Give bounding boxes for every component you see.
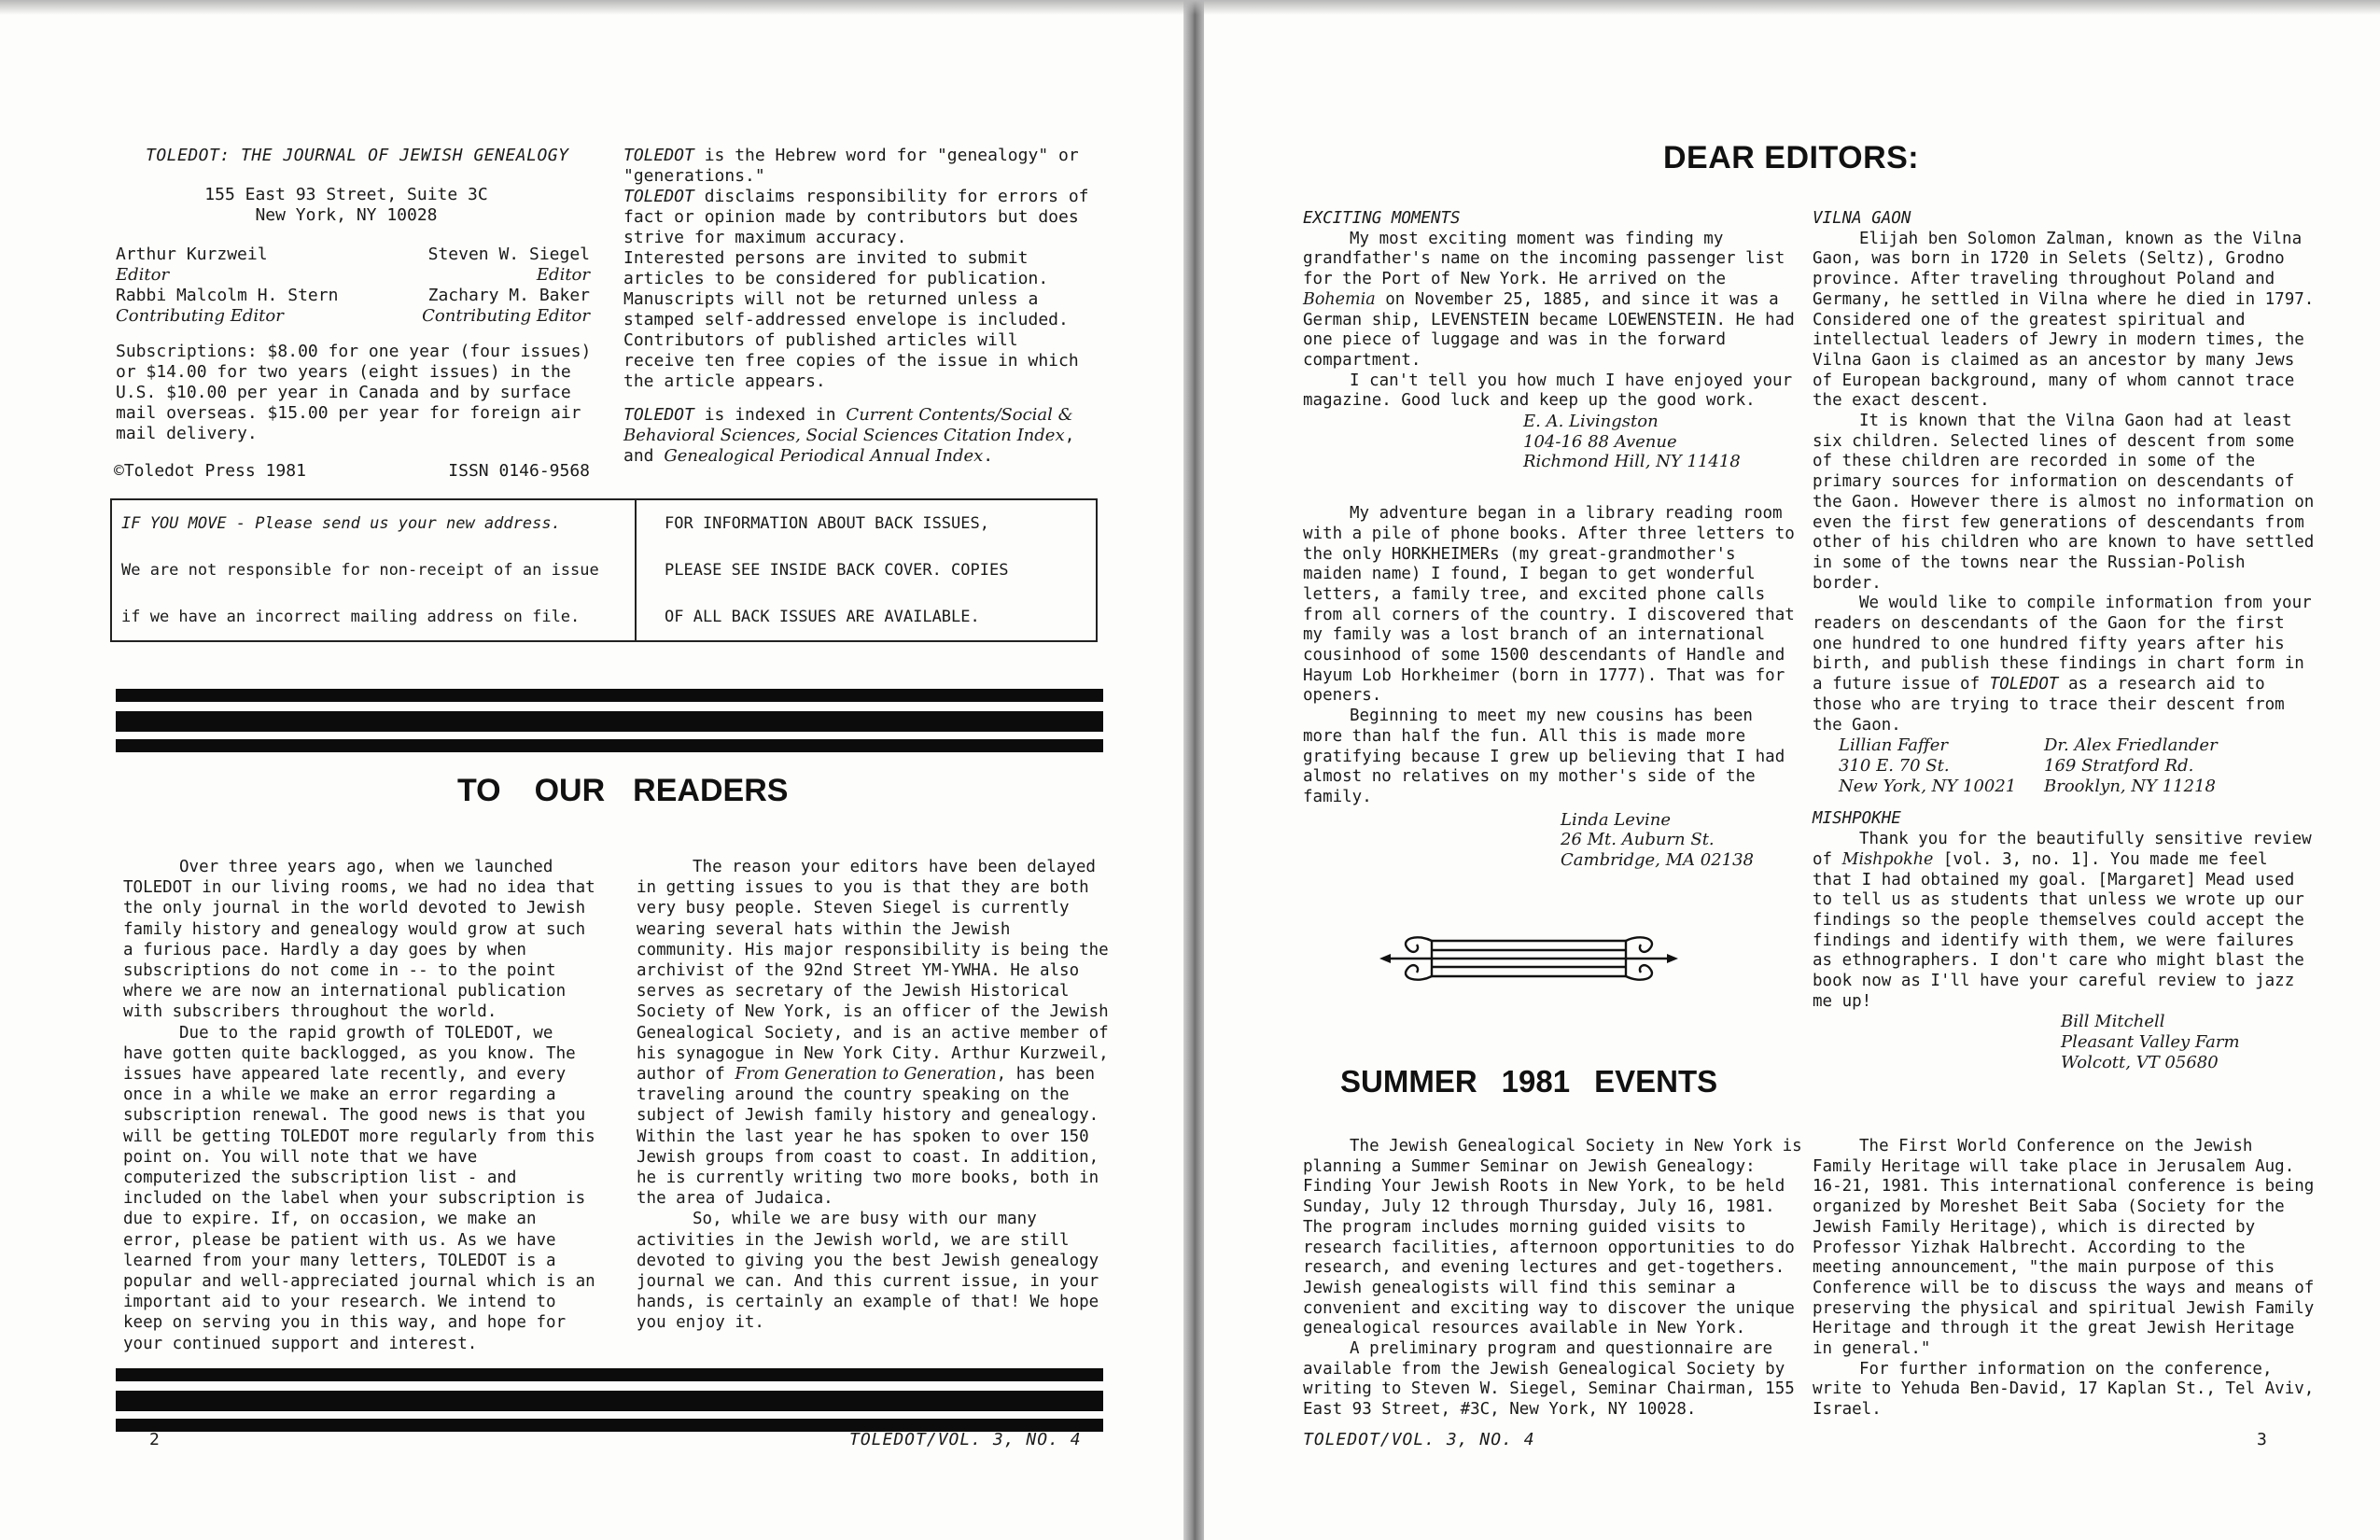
title-mention: TOLEDOT: [1989, 675, 2059, 694]
signer-address: Brooklyn, NY 11218: [2044, 776, 2216, 796]
about-submissions: Interested persons are invited to submit articles to be considered for publication. Manuscripts will not be returned unless a stamped self-addressed envelope is included.: [623, 248, 1069, 329]
credit-role: Contributing Editor: [116, 306, 284, 326]
credit-row: [116, 245, 590, 265]
signer-name: Linda Levine: [1561, 809, 1672, 830]
copyright: ©Toledot Press 1981: [114, 461, 306, 481]
signer-address: Richmond Hill, NY 11418: [1523, 452, 1741, 472]
credit-row: [116, 306, 590, 327]
paragraph: The First World Conference on the Jewish Family Heritage will take place in Jerusalem Aug. 16-21, 1981. This international conference is being organized by Moreshet Beit Saba (Society for the Jewish Family Heritage), which is directed by Professor Yizhak Halbrecht. According to the meeting announcement, "the main purpose of this Conference will be to discuss the ways and means of preserving the physical and spiritual Jewish Family Heritage and through it the great Jewish Heritage in general.": [1813, 1137, 2315, 1359]
page-number: 2: [149, 1430, 160, 1449]
paragraph-text: My most exciting moment was finding my grandfather's name on the incoming passenger list for the Port of New York. He arrived on the: [1303, 229, 1785, 289]
summer-col-1: [1303, 1137, 1803, 1421]
summer-heading: [1340, 1064, 1717, 1099]
subscriptions: Subscriptions: $8.00 for one year (four issues) or $14.00 for two years (eight issues) in the U.S. $10.00 per year in Canada and by surface mail overseas. $15.00 per year for foreign air mail delivery.: [116, 342, 592, 443]
signer-address: New York, NY 10021: [1839, 776, 2017, 796]
letter-title: MISHPOKHE: [1813, 809, 1901, 829]
signature: [2061, 1012, 2317, 1072]
scan-edge-shadow: [0, 0, 2380, 15]
copyright-line: [114, 461, 590, 482]
paragraph: So, while we are busy with our many activities in the Jewish world, we are still devoted to giving you the best Jewish genealogy journal we can. And this current issue, in your hands, is certainly an example of that! We hope you enjoy it.: [637, 1210, 1099, 1333]
page-gutter: [1183, 0, 1204, 1540]
credits: [116, 245, 590, 327]
paragraph: Beginning to meet my new cousins has been more than half the fun. All this is made more gratifying because I grew up believing that I had almost no relatives on my mother's side of the family.: [1303, 707, 1785, 806]
signature: [1839, 735, 2044, 796]
paragraph-text: The reason your editors have been delayed in getting issues to you is that they are both very busy people. Steven Siegel is currently wearing several hats within the Jewish community. His major responsibility is being the archivist of the 92nd Street YM-YWHA. He also serves as secretary of the Jewish Historical Society of New York, is an officer of the Jewish Genealogical Society, and is an active member of his synagogue in New York City. Arthur Kurzweil, author of: [637, 858, 1109, 1085]
notice-line: [121, 514, 625, 533]
notice-text: IF YOU MOVE - Please send us your new address.: [121, 514, 561, 533]
signer-address: 169 Stratford Rd.: [2044, 755, 2194, 776]
about-contributors: Contributors of published articles will receive ten free copies of the issue in which the article appears.: [623, 330, 1079, 391]
signer-address: Wolcott, VT 05680: [2061, 1052, 2219, 1072]
notice-line: OF ALL BACK ISSUES ARE AVAILABLE.: [665, 608, 980, 626]
footer-title: TOLEDOT/VOL. 3, NO. 4: [1303, 1430, 1535, 1449]
notice-line: PLEASE SEE INSIDE BACK COVER. COPIES: [665, 561, 1009, 580]
page-number: 3: [2257, 1430, 2267, 1449]
paragraph-text: [vol. 3, no. 1]. You made me feel that I had obtained my goal. [Margaret] Mead used to tell us as students that unless we wrote up our findings so the people themselves could accept the findings and identify with them, we were failures as ethnographers. I don't care who might blast the book now as I'll have your careful review to jazz me up!: [1813, 849, 2304, 1011]
letters-col-2: [1813, 209, 2317, 1073]
signature: [1523, 412, 1796, 472]
credit-name: Steven W. Siegel: [427, 245, 590, 264]
book-title: From Generation to Generation: [735, 1065, 997, 1085]
title-mention: TOLEDOT: [623, 405, 694, 425]
paragraph: [1813, 830, 2317, 1012]
notice-line: FOR INFORMATION ABOUT BACK ISSUES,: [665, 514, 989, 533]
journal-title: TOLEDOT: THE JOURNAL OF JEWISH GENEALOGY: [146, 146, 569, 165]
letters-col-1: [1303, 209, 1796, 871]
about-column: [623, 146, 1090, 467]
paragraph: A preliminary program and questionnaire are available from the Jewish Genealogical Society by writing to Steven W. Siegel, Seminar Chairman, 155 East 93 Street, #3C, New York, NY 10028.: [1303, 1339, 1795, 1420]
letter-title: VILNA GAON: [1813, 209, 1911, 228]
index-name: Genealogical Periodical Annual Index: [664, 446, 984, 466]
divider-bar: [116, 1368, 1103, 1381]
paragraph: [1303, 230, 1796, 371]
paragraph-text: on November 25, 1885, and since it was a German ship, LEVENSTEIN became LOEWENSTEIN. He had one piece of luggage and was in the forward compartment.: [1303, 289, 1795, 370]
signer-name: Lillian Faffer: [1839, 735, 1949, 756]
signer-name: E. A. Livingston: [1523, 412, 1659, 432]
paragraph: It is known that the Vilna Gaon had at least six children. Selected lines of descent from some of these children are recorded in some of the primary sources for information on descendants of the Gaon. However there is almost no information on even the first few generations of descendants from other of his children who are known to have settled in some of the towns near the Russian-Polish border.: [1813, 412, 2315, 593]
credit-name: Rabbi Malcolm H. Stern: [116, 286, 339, 305]
paragraph: For further information on the conference, write to Yehuda Ben-David, 17 Kaplan St., Tel Aviv, Israel.: [1813, 1359, 2315, 1420]
paragraph-text: Thank you for the beautifully sensitive review of: [1813, 830, 2312, 869]
credit-row: [116, 286, 590, 306]
paragraph-text: as a research aid to those who are trying to trace their descent from the Gaon.: [1813, 675, 2285, 735]
paragraph-text: , has been traveling around the country speaking on the subject of Jewish family history and genealogy. Within the last year he has spoken to over 150 Jewish groups from coast to coast. In addition, he is currently writing two more books, both in the area of Judaica.: [637, 1065, 1099, 1209]
masthead: [146, 146, 594, 226]
readers-col-2: [637, 857, 1116, 1334]
credit-row: [116, 265, 590, 286]
index-name: Current Contents/Social & Behavioral Sciences, Social Sciences Citation Index: [623, 405, 1073, 445]
paragraph: [1813, 594, 2317, 735]
paragraph-text: We would like to compile information from your readers on descendants of the Gaon for the first one hundred to one hundred fifty years after his birth, and publish these findings in chart form in a future issue of: [1813, 594, 2312, 694]
footer-title: TOLEDOT/VOL. 3, NO. 4: [849, 1430, 1082, 1449]
paragraph: Over three years ago, when we launched TOLEDOT in our living rooms, we had no idea that the only journal in the world devoted to Jewish family history and genealogy would grow at such a furious pace. Hardly a day goes by when subscriptions do not come in -- to the point where we are now an international publication with subscribers throughout the world.: [123, 858, 595, 1022]
address-line-1: 155 East 93 Street, Suite 3C: [204, 185, 488, 204]
heading-word: 1981: [1501, 1064, 1571, 1099]
credit-role: Contributing Editor: [422, 306, 590, 326]
paragraph: The Jewish Genealogical Society in New York is planning a Summer Seminar on Jewish Genealogy: Finding Your Jewish Roots in New York, to be held Sunday, July 12 through Thursday, July 16, 1981. The program includes morning guided visits to research facilities, afternoon opportunities to do research, and evening lectures and get-togethers. Jewish genealogists will find this seminar a convenient and exciting way to discover the unique genealogical resources available in New York.: [1303, 1137, 1802, 1338]
credit-name: Arthur Kurzweil: [116, 245, 268, 264]
paragraph: [637, 857, 1116, 1209]
about-text: is indexed in: [693, 405, 847, 425]
signer-address: 26 Mt. Auburn St.: [1561, 830, 1715, 850]
about-indexed: [623, 405, 1090, 467]
address-notice: [112, 500, 635, 640]
signer-name: Bill Mitchell: [2061, 1012, 2165, 1032]
divider-bar: [116, 711, 1103, 732]
heading-word: READERS: [633, 773, 789, 808]
readers-col-1: [123, 857, 599, 1354]
paragraph: Due to the rapid growth of TOLEDOT, we have gotten quite backlogged, as you know. The issues have appeared late recently, and every once in a while we make an error regarding a subscription renewal. The good news is that you will be getting TOLEDOT more regularly from this point on. You will note that we have computerized the subscription list - and included on the label when your subscription is due to expire. If, on occasion, we make an error, please be patient with us. As we have learned from your many letters, TOLEDOT is a popular and well-appreciated journal which is an important aid to your research. We intend to keep on serving you in this way, and hope for your continued support and interest.: [123, 1023, 595, 1353]
notice-line: if we have an incorrect mailing address on file.: [121, 608, 581, 626]
divider-bar: [116, 1391, 1103, 1411]
dear-editors-heading: DEAR EDITORS:: [1663, 140, 1920, 175]
about-text: , and: [623, 426, 1075, 466]
about-text: disclaims responsibility for errors of fact or opinion made by contributors but does strive for maximum accuracy.: [623, 187, 1089, 247]
back-issues-notice: [635, 500, 1096, 640]
title-mention: TOLEDOT: [623, 187, 694, 206]
decorative-ornament: [1379, 928, 1678, 989]
summer-col-2: [1813, 1137, 2317, 1421]
about-text: .: [983, 446, 994, 466]
paragraph: My adventure began in a library reading room with a pile of phone books. After three letters to the only HORKHEIMERs (my great-grandmother's maiden name) I found, I began to get wonderful letters, a family tree, and excited phone calls from all corners of the country. I discovered that my family was a lost branch of an international cousinhood of some 1500 descendants of Handle and Hayum Lob Horkheimer (born in 1777). That was for openers.: [1303, 504, 1795, 706]
notice-line: We are not responsible for non-receipt of an issue: [121, 561, 599, 580]
title-mention: TOLEDOT: [623, 146, 694, 165]
signer-address: 104-16 88 Avenue: [1523, 431, 1677, 452]
signature: [2044, 735, 2218, 796]
heading-word: SUMMER: [1340, 1064, 1477, 1099]
notice-box: [110, 498, 1098, 642]
heading-word: EVENTS: [1594, 1064, 1718, 1099]
paragraph: I can't tell you how much I have enjoyed your magazine. Good luck and keep up the good work.: [1303, 371, 1793, 411]
credit-role: Editor: [536, 265, 590, 285]
signer-address: Pleasant Valley Farm: [2061, 1032, 2240, 1053]
signer-name: Dr. Alex Friedlander: [2044, 735, 2218, 756]
signer-address: Cambridge, MA 02138: [1561, 850, 1755, 871]
heading-word: OUR: [534, 773, 606, 808]
credit-role: Editor: [116, 265, 170, 285]
ship-name: Bohemia: [1303, 289, 1376, 309]
credit-name: Zachary M. Baker: [427, 286, 590, 305]
heading-word: TO: [457, 773, 501, 808]
letter-title: EXCITING MOMENTS: [1303, 209, 1461, 228]
readers-heading: [457, 773, 788, 809]
divider-bar: [116, 739, 1103, 752]
issn: ISSN 0146-9568: [448, 461, 590, 481]
about-disclaimer: [623, 187, 1090, 248]
signature: [1561, 810, 1796, 871]
divider-bar: [116, 689, 1103, 702]
signature-pair: [1839, 735, 2317, 796]
paragraph: Elijah ben Solomon Zalman, known as the Vilna Gaon, was born in 1720 in Selets (Seltz), Grodno province. After traveling throughout Poland and Germany, he settled in Vilna where he died in 1797. Considered one of the greatest spiritual and intellectual leaders of Jewry in modern times, the Vilna Gaon is claimed as an ancestor by many Jews of European background, many of whom cannot trace the exact descent.: [1813, 229, 2315, 411]
about-word: [623, 146, 1090, 187]
signer-address: 310 E. 70 St.: [1839, 755, 1950, 776]
about-text: is the Hebrew word for "genealogy" or "generations.": [623, 146, 1079, 186]
book-title: Mishpokhe: [1841, 849, 1934, 869]
address-line-2: New York, NY 10028: [255, 205, 438, 225]
